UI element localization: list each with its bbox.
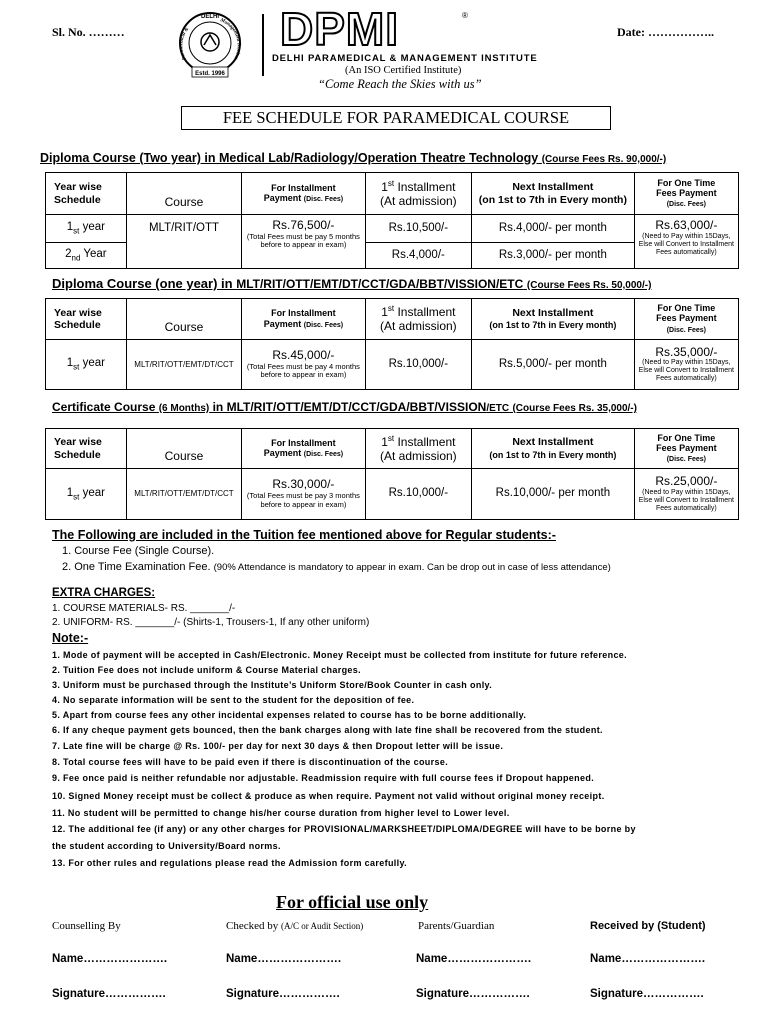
section3-heading: Certificate Course (6 Months) in MLT/RIT/OTT/EMT/DT/CCT/GDA/BBT/VISSION/ETC (Course Fees Rs. 35,000/-) xyxy=(52,400,637,414)
section1-heading xyxy=(40,151,666,165)
name-field: Name…………………. xyxy=(416,953,532,965)
official-use-title: For official use only xyxy=(276,892,429,912)
checked-by-label: Checked by (A/C or Audit Section) xyxy=(226,920,364,932)
name-field: Name…………………. xyxy=(590,953,706,965)
institute-seal-icon xyxy=(166,9,254,79)
extra-charges-item-2: 2. UNIFORM- RS. _______/- (Shirts-1, Trousers-1, If any other uniform) xyxy=(52,617,370,628)
signature-field: Signature……………. xyxy=(226,988,340,1000)
row-one-time: Rs.25,000/- (Need to Pay within 15Days, Else will Convert to Installment Fees automatically) xyxy=(634,469,738,520)
fee-table-certificate xyxy=(45,428,739,520)
row-next-installment: Rs.5,000/- per month xyxy=(472,340,635,390)
serial-number: Sl. No. ……… xyxy=(52,25,125,39)
row-first-installment: Rs.10,500/- xyxy=(365,215,472,243)
extra-charges-item-1: 1. COURSE MATERIALS- RS. _______/- xyxy=(52,603,236,614)
extra-charges-title: EXTRA CHARGES: xyxy=(52,587,156,599)
row-year: $1_{st}$ year xyxy=(46,469,127,520)
name-field: Name…………………. xyxy=(226,953,342,965)
section2-heading: Diploma Course (one year) in MLT/RIT/OTT/EMT/DT/CCT/GDA/BBT/VISSION/ETC (Course Fees Rs. 50,000/-) xyxy=(52,276,652,291)
header-divider xyxy=(262,14,264,76)
included-title: The Following are included in the Tuition fee mentioned above for Regular students:- xyxy=(52,528,556,542)
row-installment: Rs.76,500/- (Total Fees must be pay 5 months before to appear in exam) xyxy=(242,215,365,269)
seal-left-text: Paramedical & xyxy=(178,26,191,61)
included-item-2: 2. One Time Examination Fee. (90% Attendance is mandatory to appear in exam. Can be drop out in case of less attendance) xyxy=(62,561,611,573)
signature-field: Signature……………. xyxy=(52,988,166,1000)
row-course: MLT/RIT/OTT/EMT/DT/CCT xyxy=(126,340,242,390)
header-next-installment: Next Installment (on 1st to 7th in Every month) xyxy=(472,299,635,340)
row-installment: Rs.45,000/- (Total Fees must be pay 4 months before to appear in exam) xyxy=(242,340,365,390)
row-course: MLT/RIT/OTT xyxy=(126,215,242,269)
note-item: 8. Total course fees will have to be paid even if there is discontinuation of the course. xyxy=(52,757,449,767)
note-item: 5. Apart from course fees any other incidental expenses related to course has to be borne additionally. xyxy=(52,710,527,720)
seal-right-text: Management Institut xyxy=(219,17,242,61)
row-first-installment: Rs.10,000/- xyxy=(365,469,472,520)
header-first-installment: 1st Installment (At admission) xyxy=(365,429,472,469)
header-next-installment: Next Installment (on 1st to 7th in Every month) xyxy=(472,429,635,469)
note-item: 11. No student will be permitted to change his/her course duration from higher level to Lower level. xyxy=(52,808,510,818)
note-item: 4. No separate information will be sent to the student for the deposition of fee. xyxy=(52,695,415,705)
date-field: Date: …………….. xyxy=(617,25,714,39)
fee-table-diploma-two-year xyxy=(45,172,739,269)
note-item: 13. For other rules and regulations please read the Admission form carefully. xyxy=(52,858,408,868)
section3-fees: (Course Fees Rs. 35,000/-) xyxy=(512,403,637,414)
seal-top-text: DELHI xyxy=(201,14,219,20)
note-title: Note:- xyxy=(52,631,89,645)
row-year: $1_{st}$ year xyxy=(46,215,127,243)
name-field: Name…………………. xyxy=(52,953,168,965)
svg-text:Paramedical & xyxy=(178,26,190,61)
parents-guardian-label: Parents/Guardian xyxy=(418,920,495,932)
fee-table-diploma-one-year xyxy=(45,298,739,390)
note-item: 3. Uniform must be purchased through the Institute’s Uniform Store/Book Counter in cash only. xyxy=(52,680,493,690)
header-year-wise: Year wise Schedule xyxy=(46,299,127,340)
signature-field: Signature……………. xyxy=(416,988,530,1000)
section1-heading-text: Diploma Course (Two year) in Medical Lab/Radiology/Operation Theatre Technology xyxy=(40,151,539,165)
included-item-1: 1. Course Fee (Single Course). xyxy=(62,545,215,557)
header-one-time: For One Time Fees Payment (Disc. Fees) xyxy=(634,299,738,340)
header-course: Course xyxy=(126,299,242,340)
institute-name: DELHI PARAMEDICAL & MANAGEMENT INSTITUTE xyxy=(272,53,538,64)
counselling-by-label: Counselling By xyxy=(52,920,121,932)
header-first-installment: 1st Installment (At admission) xyxy=(365,299,472,340)
section2-fees: (Course Fees Rs. 50,000/-) xyxy=(526,280,652,291)
row-next-installment: Rs.10,000/- per month xyxy=(472,469,635,520)
iso-certified: (An ISO Certified Institute) xyxy=(345,65,462,76)
row-one-time: Rs.63,000/- (Need to Pay within 15Days, Else will Convert to Installment Fees automatically) xyxy=(634,215,738,269)
registered-mark: ® xyxy=(462,11,468,20)
header-installment: For Installment Payment (Disc. Fees) xyxy=(242,173,365,215)
received-by-label: Received by (Student) xyxy=(590,920,706,932)
row-course: MLT/RIT/OTT/EMT/DT/CCT xyxy=(126,469,242,520)
page-title: FEE SCHEDULE FOR PARAMEDICAL COURSE xyxy=(181,106,611,130)
note-item: 1. Mode of payment will be accepted in Cash/Electronic. Money Receipt must be collected from institute for future reference. xyxy=(52,650,628,660)
header-year-wise: Year wise Schedule xyxy=(46,429,127,469)
section1-fees: (Course Fees Rs. 90,000/-) xyxy=(541,154,667,165)
header-course: Course xyxy=(126,173,242,215)
note-item: 12. The additional fee (if any) or any other charges for PROVISIONAL/MARKSHEET/DIPLOMA/DEGREE will have to be borne by xyxy=(52,824,636,834)
header-year-wise: Year wise Schedule xyxy=(46,173,127,215)
signature-field: Signature……………. xyxy=(590,988,704,1000)
row-one-time: Rs.35,000/- (Need to Pay within 15Days, Else will Convert to Installment Fees automatically) xyxy=(634,340,738,390)
seal-estd-text: Estd. 1996 xyxy=(195,71,225,77)
slogan: “Come Reach the Skies with us” xyxy=(318,77,482,91)
row-first-installment: Rs.4,000/- xyxy=(365,243,472,269)
header-installment: For Installment Payment (Disc. Fees) xyxy=(242,299,365,340)
note-item: 6. If any cheque payment gets bounced, then the bank charges along with late fine shall be recovered from the student. xyxy=(52,725,603,735)
header-next-installment: Next Installment (on 1st to 7th in Every month) xyxy=(472,173,635,215)
row-installment: Rs.30,000/- (Total Fees must be pay 3 months before to appear in exam) xyxy=(242,469,365,520)
note-item: 7. Late fine will be charge @ Rs. 100/- per day for next 30 days & then Dropout letter will be issue. xyxy=(52,741,504,751)
row-year: $2_{nd}$ Year xyxy=(46,243,127,269)
header-first-installment: 1st Installment (At admission) xyxy=(365,173,472,215)
note-item: the student according to University/Board norms. xyxy=(52,841,281,851)
header-course: Course xyxy=(126,429,242,469)
note-item: 2. Tuition Fee does not include uniform & Course Material charges. xyxy=(52,665,361,675)
row-next-installment: Rs.3,000/- per month xyxy=(472,243,635,269)
row-next-installment: Rs.4,000/- per month xyxy=(472,215,635,243)
row-year: $1_{st}$ year xyxy=(46,340,127,390)
note-item: 10. Signed Money receipt must be collect & produce as when require. Payment not valid without original money receipt. xyxy=(52,791,605,801)
dpmi-logo-text: DPMI xyxy=(280,3,399,55)
header-one-time: For One Time Fees Payment (Disc. Fees) xyxy=(634,429,738,469)
header-installment: For Installment Payment (Disc. Fees) xyxy=(242,429,365,469)
row-first-installment: Rs.10,000/- xyxy=(365,340,472,390)
header-one-time: For One Time Fees Payment (Disc. Fees) xyxy=(634,173,738,215)
note-item: 9. Fee once paid is neither refundable nor adjustable. Readmission require with full course fees if Dropout happened. xyxy=(52,773,595,783)
